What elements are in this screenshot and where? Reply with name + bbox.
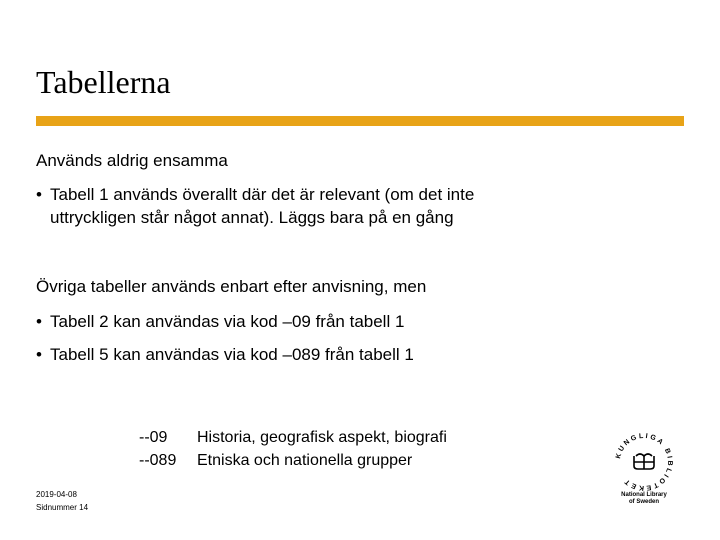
- bullet-glyph: •: [36, 312, 42, 331]
- intro-text-1: Används aldrig ensamma: [36, 151, 228, 170]
- intro-text-2: Övriga tabeller används enbart efter anvisning, men: [36, 277, 427, 296]
- bullet-glyph: •: [36, 185, 42, 204]
- crown-book-icon: [610, 432, 678, 492]
- bullet-text-line-1: Tabell 1 används överallt där det är relevant (om det inte: [50, 185, 475, 204]
- code-value: --089: [139, 452, 177, 469]
- footer-date: 2019-04-08: [36, 490, 77, 499]
- footer-page-number: Sidnummer 14: [36, 503, 89, 512]
- logo-ring-text: KUNGLIGA BIBLIOTEKET: [615, 432, 674, 492]
- bullet-text: Tabell 2 kan användas via kod –09 från tabell 1: [50, 312, 405, 331]
- title-accent-rule: [36, 116, 684, 126]
- bullet-text-line-2: uttryckligen står något annat). Läggs bara på en gång: [50, 208, 454, 227]
- bullet-glyph: •: [36, 345, 42, 364]
- national-library-logo: [610, 432, 678, 514]
- slide-title: Tabellerna: [36, 64, 171, 100]
- bullet-text: Tabell 5 kan användas via kod –089 från tabell 1: [50, 345, 414, 364]
- logo-line-2: of Sweden: [628, 499, 659, 505]
- logo-line-1: National Library: [621, 492, 667, 498]
- code-description: Etniska och nationella grupper: [197, 452, 413, 469]
- code-value: --09: [139, 429, 168, 446]
- code-description: Historia, geografisk aspekt, biografi: [197, 429, 447, 446]
